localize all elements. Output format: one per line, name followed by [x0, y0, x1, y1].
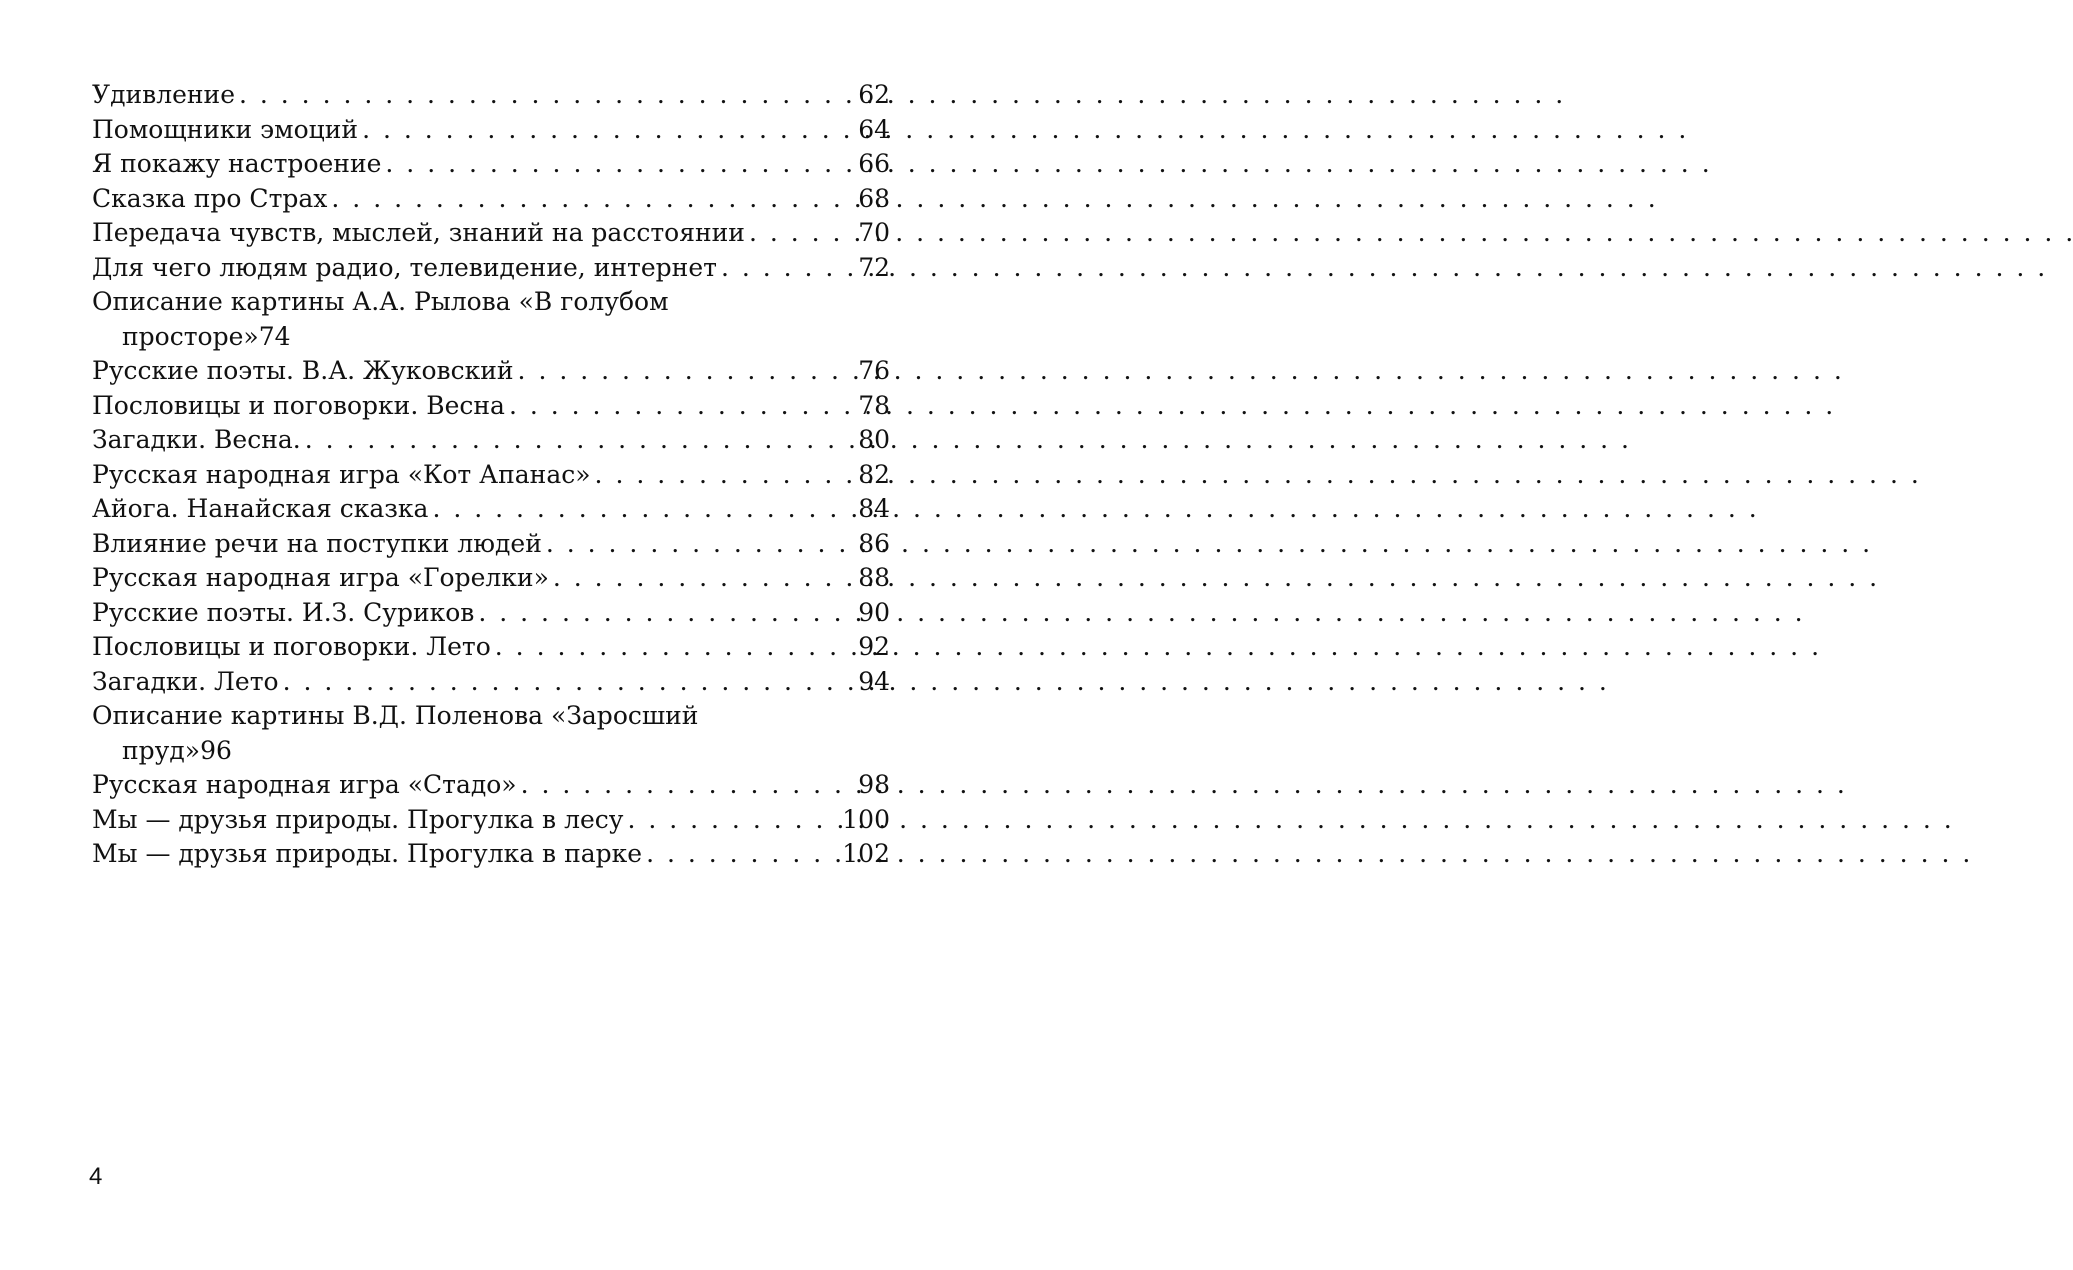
dot-leader: [301, 423, 858, 458]
toc-entry-title: Пословицы и поговорки. Весна: [92, 390, 505, 420]
toc-entry: [92, 182, 890, 217]
toc-entry-page: 76: [858, 356, 890, 385]
dot-leader: [717, 251, 858, 286]
toc-entry-title: Русские поэты. В.А. Жуковский: [92, 356, 514, 385]
toc-entry: [92, 458, 890, 493]
toc-entry: [92, 561, 890, 596]
dot-leader: [542, 527, 858, 562]
toc-entry: [92, 527, 890, 562]
toc-entry-title: Мы — друзья природы. Прогулка в парке: [92, 839, 643, 868]
toc-entry-page: 96: [200, 735, 232, 765]
toc-entry-title: Айога. Нанайская сказка: [92, 494, 429, 523]
toc-entry-title: Помощники эмоций: [92, 114, 359, 144]
dot-leader: [381, 147, 858, 182]
toc-entry-title: Русские поэты. И.З. Суриков: [92, 597, 475, 627]
toc-entry-page: 94: [858, 666, 890, 696]
toc-entry-page: 88: [858, 563, 890, 592]
toc-entry-title: Русская народная игра «Кот Апанас»: [92, 459, 591, 489]
toc-entry: [92, 354, 890, 389]
toc-entry: [92, 216, 890, 251]
toc-entry-page: 98: [858, 770, 890, 799]
dot-leader: [514, 354, 859, 389]
toc-entry-title: Русская народная игра «Стадо»: [92, 770, 517, 799]
toc-entry: [92, 768, 890, 803]
toc-entry: [92, 251, 890, 286]
toc-entry-page: 72: [858, 252, 890, 282]
toc-entry-page: 62: [858, 80, 890, 109]
toc-entry: [92, 389, 890, 424]
toc-entry-page: 80: [858, 425, 890, 454]
toc-entry-page: 66: [858, 149, 890, 178]
dot-leader: [745, 216, 858, 251]
toc-entry-page: 86: [858, 528, 890, 558]
toc-entry-page: 64: [858, 114, 890, 144]
toc-entry: [92, 837, 890, 872]
toc-entry: [92, 699, 890, 768]
toc-entry-page: 102: [842, 839, 890, 868]
dot-leader: [623, 803, 842, 838]
toc-entry-title: Я покажу настроение: [92, 149, 382, 178]
dot-leader: [358, 113, 858, 148]
toc-entry: [92, 596, 890, 631]
toc-entry-title: Описание картины А.А. Рылова «В голубом: [92, 287, 669, 316]
toc-entry-title: Описание картины В.Д. Поленова «Заросший: [92, 701, 699, 730]
toc-entry-title: Русская народная игра «Горелки»: [92, 563, 549, 592]
toc-entry-page: 78: [858, 390, 890, 420]
dot-leader: [642, 837, 842, 872]
dot-leader: [327, 182, 858, 217]
toc-entry-title: Пословицы и поговорки. Лето: [92, 632, 491, 661]
toc-entry: [92, 630, 890, 665]
toc-entry-title: Влияние речи на поступки людей: [92, 528, 542, 558]
dot-leader: [505, 389, 858, 424]
dot-leader: [591, 458, 859, 493]
toc-entry-title: Загадки. Лето: [92, 666, 279, 696]
toc-entry-title: Передача чувств, мыслей, знаний на расстоянии: [92, 218, 745, 247]
toc-entry-page: 84: [858, 494, 890, 523]
toc-entry: [92, 492, 890, 527]
toc-entry-title-continuation: пруд»: [122, 735, 201, 765]
toc-entry: [92, 78, 890, 113]
dot-leader: [428, 492, 858, 527]
toc-entry-page: 100: [842, 804, 890, 834]
toc-entry-page: 82: [858, 459, 890, 489]
table-of-contents: [92, 78, 890, 872]
toc-entry-title-continuation: просторе»: [122, 321, 259, 351]
toc-entry-title: Загадки. Весна.: [92, 425, 301, 454]
dot-leader: [279, 665, 859, 700]
dot-leader: [517, 768, 859, 803]
toc-entry: [92, 803, 890, 838]
dot-leader: [235, 78, 858, 113]
toc-entry: [92, 665, 890, 700]
toc-entry: [92, 147, 890, 182]
toc-entry: [92, 285, 890, 354]
page-number: 4: [89, 1163, 103, 1190]
dot-leader: [549, 561, 858, 596]
toc-entry-page: 70: [858, 218, 890, 247]
toc-entry-title: Для чего людям радио, телевидение, интернет: [92, 252, 717, 282]
toc-entry-title: Мы — друзья природы. Прогулка в лесу: [92, 804, 624, 834]
toc-entry-title: Удивление: [92, 80, 235, 109]
toc-entry-page: 68: [858, 183, 890, 213]
toc-entry: [92, 423, 890, 458]
toc-entry-title: Сказка про Страх: [92, 183, 328, 213]
toc-entry-page: 92: [858, 632, 890, 661]
dot-leader: [474, 596, 858, 631]
toc-entry-page: 74: [258, 321, 291, 351]
toc-entry-page: 90: [858, 597, 890, 627]
dot-leader: [491, 630, 858, 665]
toc-entry: [92, 113, 890, 148]
